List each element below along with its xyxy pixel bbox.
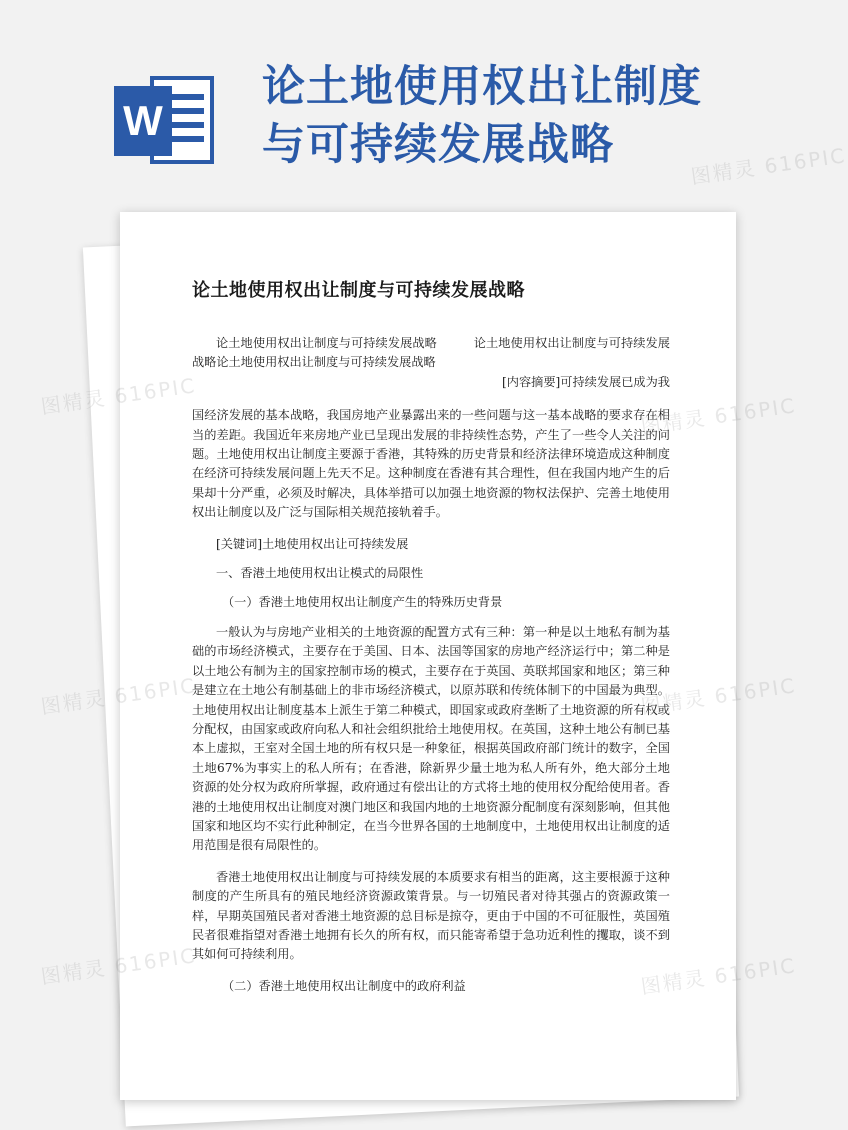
watermark: 图精灵 616PIC — [39, 373, 198, 419]
subsection-heading-2: （二）香港土地使用权出让制度中的政府利益 — [222, 978, 466, 993]
section-heading-1: 一、香港土地使用权出让模式的局限性 — [216, 566, 424, 581]
watermark: 图精灵 616PIC — [639, 393, 798, 439]
subsection-heading-1: （一）香港土地使用权出让制度产生的特殊历史背景 — [222, 595, 503, 610]
lead-text-1: 论土地使用权出让制度与可持续发展战略 论土地使用权出让制度与可持续发展战略 — [192, 336, 670, 370]
watermark: 图精灵 616PIC — [39, 943, 198, 989]
cover-title — [262, 58, 782, 174]
cover-title-line-2: 与可持续发展战略 — [262, 120, 614, 170]
watermark: 图精灵 616PIC — [639, 673, 798, 719]
document-page — [120, 212, 736, 1100]
abstract-label: [内容摘要]可持续发展已成为我 — [502, 374, 670, 389]
document-content — [192, 276, 670, 1006]
abstract-paragraph: 国经济发展的基本战略，我国房地产业暴露出来的一些问题与这一基本战略的要求存在相当的差距。我国近年来房地产业已呈现出发展的非持续性态势，产生了一些令人关注的问题。土地使用权出让制度主要源于香港，其特殊的历史背景和经济法律环境造成这种制度在经济可持续发展问题上先天不足。这种制度在香港有其合理性，但在我国内地产生的后果却十分严重，必须及时解决，具体举措可以加强土地资源的物权法保护、完善土地使用权出让制度以及广泛与国际相关规范接轨着手。 — [192, 408, 670, 520]
cover-title-line-1: 论土地使用权出让制度 — [262, 62, 702, 112]
document-title: 论土地使用权出让制度与可持续发展战略 — [192, 280, 525, 301]
watermark: 图精灵 616PIC — [39, 673, 198, 719]
word-icon-letter: W — [123, 97, 163, 144]
word-doc-icon — [112, 70, 216, 170]
cover-header — [0, 0, 800, 210]
lead-text-2: 论土地使用权出让制度与可持续发展战略 — [216, 355, 436, 370]
body-paragraph-1: 一般认为与房地产业相关的土地资源的配置方式有三种：第一种是以土地私有制为基础的市场经济模式，主要存在于美国、日本、法国等国家的房地产经济运行中；第二种是以土地公有制为主的国家控制市场的模式，主要存在于英国、英联邦国家和地区；第三种是建立在土地公有制基础上的非市场经济模式，以原苏联和传统体制下的中国最为典型。土地使用权出让制度基本上派生于第二种模式，即国家或政府垄断了土地资源的所有权或分配权，由国家或政府向私人和社会组织批给土地使用权。在英国，这种土地公有制已基本上虚拟，王室对全国土地的所有权只是一种象征，根据英国政府部门统计的数字，全国土地67%为事实上的私人所有；在香港，除新界少量土地为私人所有外，绝大部分土地资源的处分权为政府所掌握，政府通过有偿出让的方式将土地的使用权分配给使用者。香港的土地使用权出让制度对澳门地区和我国内地的土地资源分配制度有深刻影响，但其他国家和地区均不实行此种制定，在当今世界各国的土地制度中，土地使用权出让制度的适用范围是很有局限性的。 — [192, 624, 670, 853]
watermark: 图精灵 616PIC — [689, 143, 848, 189]
keywords-line: [关键词]土地使用权出让可持续发展 — [216, 536, 409, 551]
lead-paragraph — [192, 334, 670, 392]
watermark: 图精灵 616PIC — [639, 953, 798, 999]
body-paragraph-2: 香港土地使用权出让制度与可持续发展的本质要求有相当的距离，这主要根源于这种制度的产生所具有的殖民地经济资源政策背景。与一切殖民者对待其强占的资源政策一样，早期英国殖民者对香港土地资源的总目标是掠夺，更由于中国的不可征服性，英国殖民者很难指望对香港土地拥有长久的所有权，而只能寄希望于急功近利性的攫取，谈不到其如何可持续利用。 — [192, 869, 670, 962]
